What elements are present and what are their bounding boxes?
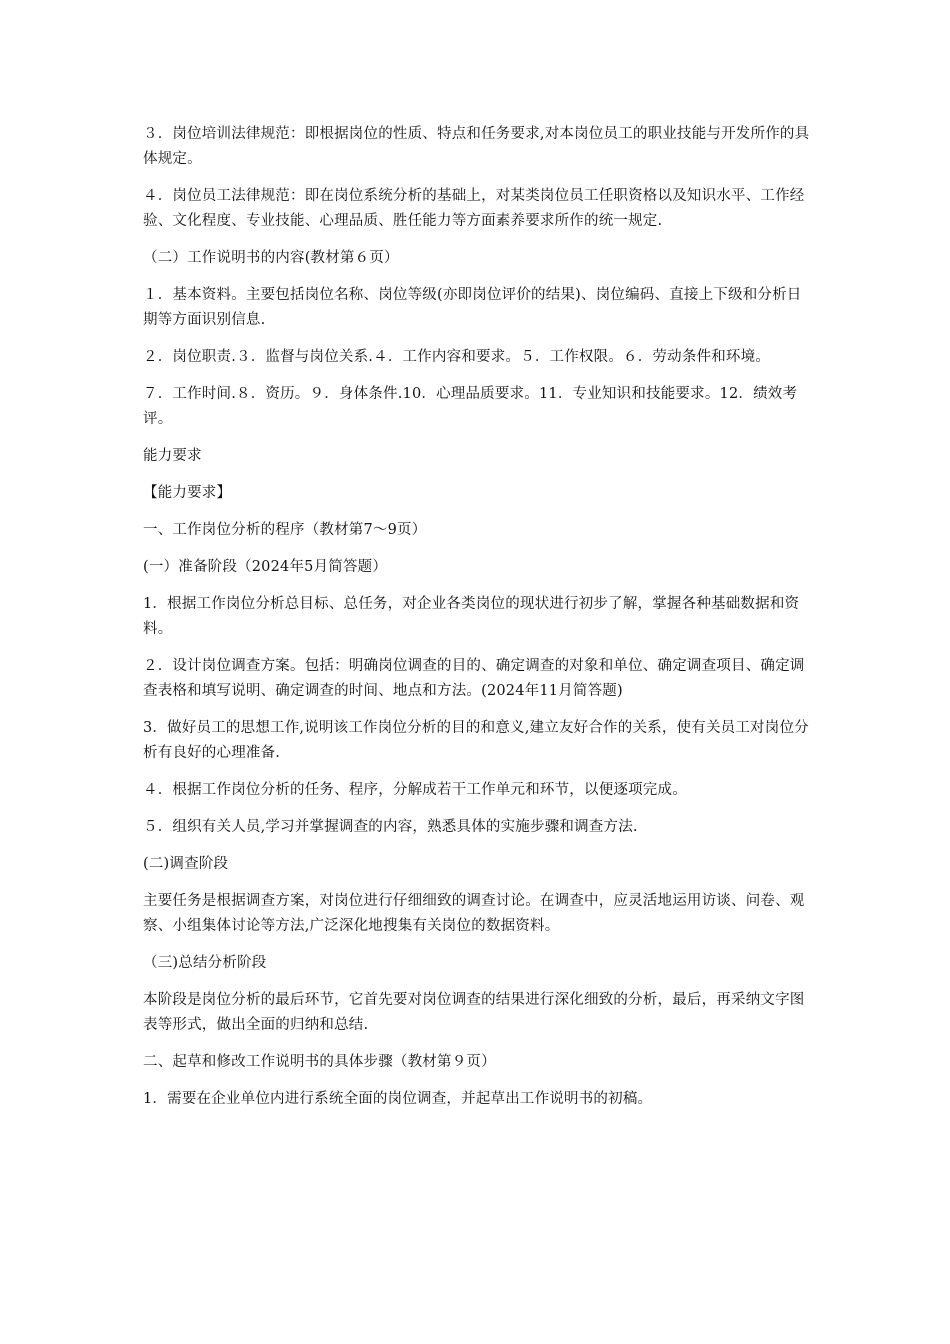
paragraph-prep-step-2: ２．设计岗位调查方案。包括：明确岗位调查的目的、确定调查的对象和单位、确定调查项目、确定调查表格和填写说明、确定调查的时间、地点和方法。(2024年11月简答题) xyxy=(143,658,805,699)
paragraph-items-7-12: ７．工作时间.８．资历。９．身体条件.10．心理品质要求。11．专业知识和技能要求。12．绩效考评。 xyxy=(143,386,798,427)
document-page xyxy=(143,122,813,1124)
section-heading-drafting-steps: 二、起草和修改工作说明书的具体步骤（教材第９页） xyxy=(143,1054,496,1070)
section-heading-job-description-content: （二）工作说明书的内容(教材第６页） xyxy=(143,250,399,266)
paragraph-basic-info: １．基本资料。主要包括岗位名称、岗位等级(亦即岗位评价的结果)、岗位编码、直接上下级和分析日期等方面识别信息. xyxy=(143,287,802,328)
paragraph-investigation-task: 主要任务是根据调查方案，对岗位进行仔细细致的调查讨论。在调查中，应灵活地运用访谈、问卷、观察、小组集体讨论等方法,广泛深化地搜集有关岗位的数据资料。 xyxy=(143,893,805,934)
paragraph-training-law: ３．岗位培训法律规范：即根据岗位的性质、特点和任务要求,对本岗位员工的职业技能与开发所作的具体规定。 xyxy=(143,126,810,167)
paragraph-items-2-6: ２．岗位职责.３．监督与岗位关系.４．工作内容和要求。５．工作权限。６．劳动条件和环境。 xyxy=(143,349,771,365)
paragraph-prep-step-3: 3．做好员工的思想工作,说明该工作岗位分析的目的和意义,建立友好合作的关系，使有关员工对岗位分析有良好的心理准备. xyxy=(143,720,809,761)
subheading-investigation-stage: (二)调查阶段 xyxy=(143,856,229,872)
heading-ability-requirements-bracketed: 【能力要求】 xyxy=(143,485,232,501)
paragraph-staff-law: ４．岗位员工法律规范：即在岗位系统分析的基础上，对某类岗位员工任职资格以及知识水平、工作经验、文化程度、专业技能、心理品质、胜任能力等方面素养要求所作的统一规定. xyxy=(143,188,805,229)
paragraph-drafting-step-1: 1．需要在企业单位内进行系统全面的岗位调查，并起草出工作说明书的初稿。 xyxy=(143,1091,653,1107)
paragraph-summary-stage: 本阶段是岗位分析的最后环节，它首先要对岗位调查的结果进行深化细致的分析，最后，再采纳文字图表等形式，做出全面的归纳和总结. xyxy=(143,992,805,1033)
heading-ability-requirements: 能力要求 xyxy=(143,448,202,464)
subheading-preparation-stage: (一）准备阶段（2024年5月简答题） xyxy=(143,559,388,575)
paragraph-prep-step-1: 1．根据工作岗位分析总目标、总任务，对企业各类岗位的现状进行初步了解，掌握各种基础数据和资料。 xyxy=(143,596,800,637)
paragraph-prep-step-5: ５．组织有关人员,学习并掌握调查的内容，熟悉具体的实施步骤和调查方法. xyxy=(143,819,638,835)
subheading-summary-stage: （三)总结分析阶段 xyxy=(143,955,267,971)
paragraph-prep-step-4: ４．根据工作岗位分析的任务、程序，分解成若干工作单元和环节，以便逐项完成。 xyxy=(143,782,687,798)
section-heading-analysis-procedure: 一、工作岗位分析的程序（教材第7～9页） xyxy=(143,522,427,538)
